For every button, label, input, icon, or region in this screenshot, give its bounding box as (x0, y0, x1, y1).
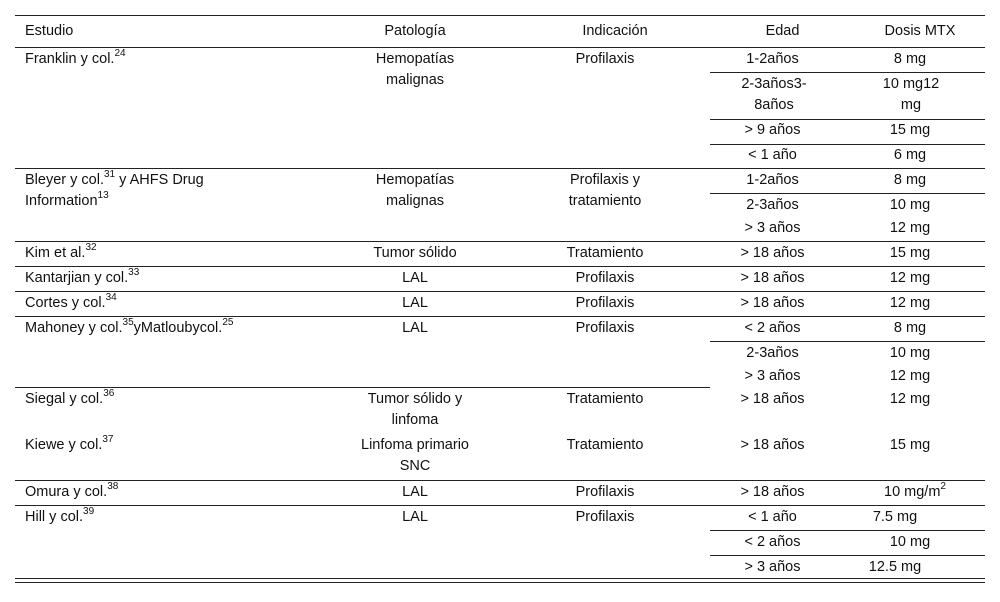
study-cell: Kiewe y col.$^{37}$ (25, 434, 114, 453)
age-cell: > 18 años (740, 437, 805, 453)
dose-cell: 10 mg (889, 197, 931, 213)
dose-cell: 8 mg (893, 51, 927, 67)
age-cell: 2-3años (746, 345, 799, 361)
header-dose: Dosis MTX (884, 23, 956, 39)
header-pathology: Patología (384, 23, 446, 39)
age-cell: < 1 año (748, 147, 797, 163)
dose-cell: 10 mg (889, 534, 931, 550)
pathology-cell: LAL (402, 295, 428, 311)
age-cell: 2-3años (746, 197, 799, 213)
row-rule (15, 241, 985, 242)
pathology-cell: Tumor sólido (373, 245, 457, 261)
age-cell: 1-2años (746, 172, 799, 188)
indication-cell: Profilaxis (575, 51, 635, 67)
dose-cell: 6 mg (893, 147, 927, 163)
indication-cell: Profilaxis (575, 320, 635, 336)
row-rule (15, 291, 985, 292)
dose-cell: 10 mg (889, 345, 931, 361)
indication-cell: Tratamiento (566, 245, 644, 261)
study-cell: Bleyer y col.$^{31}$ y AHFS Drug Information$^{13}$ (25, 169, 204, 209)
header-indication: Indicación (582, 23, 648, 39)
age-cell: > 3 años (744, 220, 801, 236)
age-cell: > 18 años (740, 391, 805, 407)
row-rule (15, 480, 985, 481)
row-rule (15, 505, 985, 506)
indication-cell: Tratamiento (566, 391, 644, 407)
subrow-rule (710, 193, 985, 194)
age-cell: > 18 años (740, 484, 805, 500)
study-cell: Cortes y col.$^{34}$ (25, 292, 117, 311)
study-cell: Omura y col.$^{38}$ (25, 481, 119, 500)
study-cell: Siegal y col.$^{36}$ (25, 388, 115, 407)
dose-cell: 7.5 mg (872, 509, 918, 525)
subrow-rule (710, 530, 985, 531)
age-cell: 2-3años3-8años (741, 76, 807, 113)
bottom-rule (15, 578, 985, 579)
top-rule (15, 15, 985, 16)
dose-cell: 12 mg (889, 270, 931, 286)
row-rule (15, 266, 985, 267)
age-cell: > 18 años (740, 295, 805, 311)
age-cell: > 9 años (744, 122, 801, 138)
age-cell: 1-2años (746, 51, 799, 67)
dose-cell: 8 mg (893, 172, 927, 188)
pathology-cell: LAL (402, 320, 428, 336)
dose-cell: 15 mg (889, 245, 931, 261)
header-study: Estudio (25, 23, 74, 39)
age-cell: > 3 años (744, 368, 801, 384)
pathology-cell: LAL (402, 509, 428, 525)
pathology-cell: Linfoma primario SNC (361, 437, 469, 474)
dose-cell: 15 mg (889, 122, 931, 138)
dose-cell: 15 mg (889, 437, 931, 453)
study-cell: Hill y col.$^{39}$ (25, 506, 95, 525)
bottom-rule (15, 582, 985, 583)
pathology-cell: Hemopatías malignas (375, 51, 455, 88)
dose-cell: 12.5 mg (868, 559, 922, 575)
indication-cell: Profilaxis (575, 295, 635, 311)
indication-cell: Profilaxis y tratamiento (568, 172, 642, 209)
header-age: Edad (765, 23, 800, 39)
pathology-cell: Tumor sólido y linfoma (367, 391, 463, 428)
dose-cell: 10 mg12 mg (882, 76, 940, 113)
study-cell: Kim et al.$^{32}$ (25, 242, 97, 261)
dose-cell: 12 mg (889, 368, 931, 384)
study-cell: Kantarjian y col.$^{33}$ (25, 267, 140, 286)
indication-cell: Tratamiento (566, 437, 644, 453)
pathology-cell: LAL (402, 270, 428, 286)
age-cell: > 18 años (740, 245, 805, 261)
dose-cell: 8 mg (893, 320, 927, 336)
subrow-rule (710, 341, 985, 342)
header-rule (15, 47, 985, 48)
methotrexate-dose-table (15, 15, 985, 587)
age-cell: < 2 años (744, 320, 801, 336)
dose-cell: 12 mg (889, 220, 931, 236)
age-cell: > 3 años (744, 559, 801, 575)
dose-cell: 12 mg (889, 295, 931, 311)
dose-cell: 12 mg (889, 391, 931, 407)
age-cell: > 18 años (740, 270, 805, 286)
subrow-rule (710, 72, 985, 73)
pathology-cell: LAL (402, 484, 428, 500)
indication-cell: Profilaxis (575, 509, 635, 525)
pathology-cell: Hemopatías malignas (375, 172, 455, 209)
row-rule (15, 316, 985, 317)
row-rule (15, 387, 710, 388)
dose-cell: 10 $mg/m^2$ (884, 481, 946, 500)
age-cell: < 2 años (744, 534, 801, 550)
row-rule (15, 168, 985, 169)
subrow-rule (710, 555, 985, 556)
study-cell: Mahoney y col.$^{35}$yMatloubycol.$^{25}$ (25, 317, 234, 336)
age-cell: < 1 año (748, 509, 797, 525)
indication-cell: Profilaxis (575, 270, 635, 286)
study-cell: Franklin y col.$^{24}$ (25, 48, 126, 67)
indication-cell: Profilaxis (575, 484, 635, 500)
